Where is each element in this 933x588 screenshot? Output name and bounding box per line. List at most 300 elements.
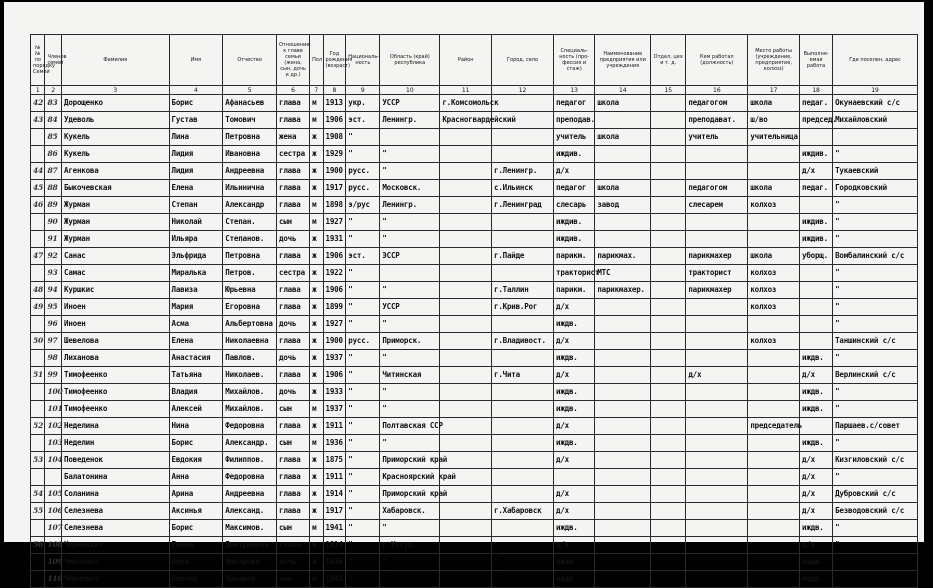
cell-org (595, 214, 651, 231)
cell-spec: иждв. (554, 435, 595, 452)
cell-job_now: иждв. (800, 384, 833, 401)
cell-org (595, 350, 651, 367)
cell-surname: Иноен (62, 316, 170, 333)
cell-dept (651, 95, 686, 112)
cell-city: г.Таллин (492, 282, 554, 299)
cell-fam (31, 554, 45, 571)
cell-nat: " (346, 129, 380, 146)
cell-place_now (748, 163, 800, 180)
cell-city: г.Крив.Рог (492, 299, 554, 316)
cell-surname: Лиханова (62, 350, 170, 367)
cell-sex: ж (310, 486, 323, 503)
cell-sex: ж (310, 367, 323, 384)
cell-city: " (492, 571, 554, 588)
cell-year: 1906 (323, 112, 346, 129)
column-header-19: Где поселен, адрес (833, 35, 918, 86)
cell-job_now: уборщ. (800, 248, 833, 265)
cell-district (440, 486, 492, 503)
cell-patronymic: Андреевна (223, 163, 277, 180)
column-header-10: Область (край) республика (380, 35, 440, 86)
cell-fam: 42 (31, 95, 45, 112)
cell-mem: 88 (45, 180, 62, 197)
column-header-6: Отношение к главе семьи (жена, сын, дочь и др.) (277, 35, 310, 86)
cell-sex: ж (310, 316, 323, 333)
cell-position (686, 469, 748, 486)
column-number-12: 12 (492, 86, 554, 95)
cell-job_now (800, 129, 833, 146)
cell-patronymic: Петров. (223, 265, 277, 282)
cell-dept (651, 537, 686, 554)
column-number-18: 18 (800, 86, 833, 95)
cell-year: 1917 (323, 180, 346, 197)
cell-position (686, 384, 748, 401)
cell-region: " (380, 401, 440, 418)
cell-position (686, 435, 748, 452)
evacuee-register-table (30, 34, 918, 588)
cell-name: Борис (169, 95, 223, 112)
cell-relation: глава (277, 112, 310, 129)
column-header-3: Фамилия (62, 35, 170, 86)
cell-nat: " (346, 520, 380, 537)
cell-relation: глава (277, 486, 310, 503)
cell-position: учитель (686, 129, 748, 146)
cell-mem: 99 (45, 367, 62, 384)
cell-org (595, 367, 651, 384)
cell-year: 1908 (323, 129, 346, 146)
cell-patronymic: Альбертовна (223, 316, 277, 333)
table-row (31, 197, 918, 214)
cell-name: Леонид (169, 571, 223, 588)
cell-job_now: иждв. (800, 401, 833, 418)
cell-spec: парикм. (554, 282, 595, 299)
cell-name: Мария (169, 299, 223, 316)
cell-place_now: колхоз (748, 197, 800, 214)
cell-sex: м (310, 112, 323, 129)
cell-job_now (800, 316, 833, 333)
cell-name: Лидия (169, 146, 223, 163)
cell-region: " (380, 571, 440, 588)
cell-mem: 97 (45, 333, 62, 350)
cell-relation: дочь (277, 554, 310, 571)
column-number-11: 11 (440, 86, 492, 95)
cell-relation: глава (277, 503, 310, 520)
cell-place_now (748, 384, 800, 401)
cell-district (440, 180, 492, 197)
cell-sex: ж (310, 384, 323, 401)
cell-place_now (748, 486, 800, 503)
cell-patronymic: Максимов. (223, 520, 277, 537)
cell-mem: 101 (45, 401, 62, 418)
cell-org: завод (595, 197, 651, 214)
cell-fam (31, 146, 45, 163)
cell-spec: д/х (554, 486, 595, 503)
cell-surname: Быкочевская (62, 180, 170, 197)
cell-mem: 85 (45, 129, 62, 146)
cell-surname: Самас (62, 265, 170, 282)
cell-sex: ж (310, 265, 323, 282)
cell-spec: педагог (554, 95, 595, 112)
cell-year: 1906 (323, 282, 346, 299)
cell-nat: э/рус (346, 197, 380, 214)
cell-fam: 44 (31, 163, 45, 180)
cell-job_now: иждив. (800, 231, 833, 248)
cell-org: школа (595, 95, 651, 112)
cell-mem: 98 (45, 350, 62, 367)
cell-city (492, 231, 554, 248)
cell-district (440, 452, 492, 469)
cell-fam (31, 265, 45, 282)
cell-district (440, 333, 492, 350)
cell-dept (651, 197, 686, 214)
cell-year: 1900 (323, 163, 346, 180)
cell-mem: 103 (45, 435, 62, 452)
cell-city: с.Ильинск (492, 180, 554, 197)
cell-org (595, 299, 651, 316)
cell-mem: 109 (45, 554, 62, 571)
cell-sex: ж (310, 146, 323, 163)
cell-city: г.Ленингр. (492, 163, 554, 180)
cell-relation: дочь (277, 231, 310, 248)
cell-position (686, 299, 748, 316)
cell-surname: Журман (62, 197, 170, 214)
cell-city (492, 316, 554, 333)
column-number-16: 16 (686, 86, 748, 95)
cell-job_now: иждв. (800, 520, 833, 537)
cell-job_now: д/х (800, 537, 833, 554)
cell-dept (651, 367, 686, 384)
cell-address: Вомбалинский с/с (833, 248, 918, 265)
table-row (31, 350, 918, 367)
table-row (31, 503, 918, 520)
cell-region: " (380, 316, 440, 333)
cell-sex: м (310, 571, 323, 588)
cell-patronymic: Федоровна (223, 469, 277, 486)
cell-place_now (748, 214, 800, 231)
cell-mem: 106 (45, 503, 62, 520)
cell-job_now: иждив. (800, 146, 833, 163)
cell-sex: ж (310, 452, 323, 469)
cell-address: Безводовский с/с (833, 503, 918, 520)
cell-year: 1937 (323, 401, 346, 418)
cell-patronymic: Александ. (223, 503, 277, 520)
cell-spec: иждв. (554, 316, 595, 333)
cell-year: 1906 (323, 367, 346, 384)
cell-surname: Тимофеенко (62, 384, 170, 401)
cell-spec: учитель (554, 129, 595, 146)
cell-place_now: школа (748, 248, 800, 265)
cell-address: " (833, 231, 918, 248)
cell-dept (651, 265, 686, 282)
cell-position: педагогом (686, 180, 748, 197)
cell-city: " (492, 554, 554, 571)
cell-relation: сын (277, 520, 310, 537)
cell-patronymic: Александр (223, 197, 277, 214)
table-row (31, 163, 918, 180)
cell-surname: Черневич (62, 554, 170, 571)
column-header-2: Членов семей (45, 35, 62, 86)
cell-job_now: педаг. (800, 95, 833, 112)
cell-job_now (800, 282, 833, 299)
cell-district (440, 537, 492, 554)
cell-position (686, 418, 748, 435)
cell-district (440, 129, 492, 146)
cell-name: Нина (169, 418, 223, 435)
cell-name: Елена (169, 537, 223, 554)
cell-dept (651, 571, 686, 588)
cell-nat: " (346, 282, 380, 299)
cell-city (492, 486, 554, 503)
cell-nat: " (346, 537, 380, 554)
table-row (31, 554, 918, 571)
cell-mem: 100 (45, 384, 62, 401)
table-row (31, 452, 918, 469)
cell-patronymic: Ильинична (223, 180, 277, 197)
cell-dept (651, 418, 686, 435)
cell-city: г.Пайде (492, 248, 554, 265)
cell-mem (45, 469, 62, 486)
cell-fam: 53 (31, 452, 45, 469)
cell-address: " (833, 554, 918, 571)
cell-surname: Тимофеенко (62, 401, 170, 418)
cell-surname: Агенкова (62, 163, 170, 180)
cell-city: г.Чита (492, 367, 554, 384)
cell-name: Асма (169, 316, 223, 333)
cell-dept (651, 384, 686, 401)
cell-name: Эльфрида (169, 248, 223, 265)
cell-surname: Куршкис (62, 282, 170, 299)
cell-patronymic: Дмитриевна (223, 537, 277, 554)
cell-relation: глава (277, 180, 310, 197)
cell-nat: " (346, 452, 380, 469)
cell-patronymic: Павлов. (223, 350, 277, 367)
cell-sex: ж (310, 129, 323, 146)
cell-job_now: д/х (800, 469, 833, 486)
cell-mem: 105 (45, 486, 62, 503)
cell-sex: ж (310, 503, 323, 520)
cell-position: слесарем (686, 197, 748, 214)
column-header-18: Выполня- емая работа (800, 35, 833, 86)
cell-address: " (833, 384, 918, 401)
column-number-1: 1 (31, 86, 45, 95)
cell-district (440, 350, 492, 367)
cell-nat: " (346, 503, 380, 520)
table-row (31, 265, 918, 282)
column-number-14: 14 (595, 86, 651, 95)
cell-spec: иждив. (554, 214, 595, 231)
table-row (31, 486, 918, 503)
column-number-6: 6 (277, 86, 310, 95)
cell-fam: 45 (31, 180, 45, 197)
cell-region: Ленингр. (380, 197, 440, 214)
cell-spec: д/х (554, 418, 595, 435)
cell-district: г.Комсомольск (440, 95, 492, 112)
column-header-4: Имя (169, 35, 223, 86)
cell-year: 1936 (323, 435, 346, 452)
cell-spec: тракторист (554, 265, 595, 282)
cell-patronymic: Андреевна (223, 486, 277, 503)
cell-spec: иждв. (554, 350, 595, 367)
cell-mem: 86 (45, 146, 62, 163)
cell-place_now (748, 520, 800, 537)
cell-year: 1931 (323, 231, 346, 248)
cell-place_now (748, 367, 800, 384)
cell-job_now: д/х (800, 163, 833, 180)
cell-year: 1911 (323, 469, 346, 486)
cell-relation: глава (277, 452, 310, 469)
cell-patronymic: Ивановна (223, 146, 277, 163)
cell-year: 1899 (323, 299, 346, 316)
table-row (31, 401, 918, 418)
cell-fam: 56 (31, 537, 45, 554)
column-header-17: Место работы (учреждение, предприятие, колхоз) (748, 35, 800, 86)
cell-nat: русс. (346, 163, 380, 180)
cell-nat: эст. (346, 112, 380, 129)
cell-district (440, 554, 492, 571)
cell-address: " (833, 520, 918, 537)
cell-region: " (380, 520, 440, 537)
cell-sex: ж (310, 231, 323, 248)
cell-nat: " (346, 265, 380, 282)
cell-city (492, 418, 554, 435)
cell-city (492, 214, 554, 231)
cell-surname: Балатонина (62, 469, 170, 486)
column-header-15: Отдел, цех и т. д. (651, 35, 686, 86)
cell-org: МТС (595, 265, 651, 282)
cell-org (595, 571, 651, 588)
cell-sex: ж (310, 180, 323, 197)
cell-spec: иждв. (554, 520, 595, 537)
cell-fam (31, 384, 45, 401)
cell-address: " (833, 299, 918, 316)
cell-patronymic: Николаев. (223, 367, 277, 384)
cell-spec: иждв (554, 554, 595, 571)
cell-relation: глава (277, 418, 310, 435)
cell-org: парикмах. (595, 248, 651, 265)
column-number-4: 4 (169, 86, 223, 95)
cell-region: " (380, 146, 440, 163)
cell-patronymic: Степан. (223, 214, 277, 231)
cell-place_now (748, 316, 800, 333)
cell-region: Ленингр. (380, 112, 440, 129)
table-row (31, 146, 918, 163)
cell-nat: " (346, 571, 380, 588)
column-number-2: 2 (45, 86, 62, 95)
cell-spec: иждв. (554, 401, 595, 418)
cell-address: " (833, 571, 918, 588)
cell-year: 1911 (323, 418, 346, 435)
cell-mem: 107 (45, 520, 62, 537)
cell-dept (651, 486, 686, 503)
cell-region: ЭССР (380, 248, 440, 265)
cell-name: Владия (169, 384, 223, 401)
cell-position (686, 146, 748, 163)
cell-job_now (800, 299, 833, 316)
cell-year: 1922 (323, 265, 346, 282)
cell-surname: Кукель (62, 129, 170, 146)
column-number-7: 7 (310, 86, 323, 95)
cell-surname: Чернецкич (62, 537, 170, 554)
cell-spec: слесарь (554, 197, 595, 214)
cell-org (595, 520, 651, 537)
cell-surname: Селезнева (62, 520, 170, 537)
cell-place_now: председатель (748, 418, 800, 435)
cell-spec (554, 469, 595, 486)
cell-region: " (380, 435, 440, 452)
cell-dept (651, 435, 686, 452)
cell-district (440, 248, 492, 265)
cell-patronymic: Николаевна (223, 333, 277, 350)
cell-mem: 94 (45, 282, 62, 299)
cell-nat: русс. (346, 333, 380, 350)
cell-address: Тукаевский (833, 163, 918, 180)
cell-fam (31, 435, 45, 452)
column-header-row (31, 35, 918, 86)
table-row (31, 231, 918, 248)
cell-district (440, 231, 492, 248)
cell-year: 1927 (323, 214, 346, 231)
cell-region: Приморский край (380, 486, 440, 503)
cell-address: " (833, 350, 918, 367)
cell-fam: 50 (31, 333, 45, 350)
cell-spec: д/х (554, 333, 595, 350)
cell-spec: иждив. (554, 146, 595, 163)
cell-year: 1936 (323, 554, 346, 571)
cell-sex: м (310, 435, 323, 452)
cell-sex: м (310, 197, 323, 214)
cell-org (595, 418, 651, 435)
table-row (31, 282, 918, 299)
cell-relation: глава (277, 248, 310, 265)
cell-relation: глава (277, 333, 310, 350)
cell-job_now: иждв. (800, 554, 833, 571)
cell-city: г.Владивост. (492, 333, 554, 350)
cell-address: " (833, 146, 918, 163)
cell-sex: м (310, 520, 323, 537)
cell-sex: ж (310, 537, 323, 554)
cell-spec: иждв. (554, 384, 595, 401)
cell-year: 1917 (323, 503, 346, 520)
table-row (31, 435, 918, 452)
table-row (31, 316, 918, 333)
cell-fam: 49 (31, 299, 45, 316)
cell-region (380, 265, 440, 282)
cell-region: Читинская (380, 367, 440, 384)
column-number-row (31, 86, 918, 95)
cell-dept (651, 112, 686, 129)
cell-address: " (833, 469, 918, 486)
cell-mem: 110 (45, 571, 62, 588)
cell-address: " (833, 316, 918, 333)
table-row (31, 180, 918, 197)
cell-address: Кизгиловский с/с (833, 452, 918, 469)
cell-dept (651, 520, 686, 537)
cell-fam: 52 (31, 418, 45, 435)
cell-surname: Журман (62, 214, 170, 231)
cell-region: " (380, 350, 440, 367)
cell-address: Городковский (833, 180, 918, 197)
cell-position (686, 554, 748, 571)
cell-mem: 102 (45, 418, 62, 435)
cell-name: Елена (169, 333, 223, 350)
cell-address: Окунаевский с/с (833, 95, 918, 112)
cell-relation: сын (277, 401, 310, 418)
cell-district (440, 163, 492, 180)
cell-patronymic: Афанасьев (223, 95, 277, 112)
cell-nat: укр. (346, 95, 380, 112)
cell-address: " (833, 214, 918, 231)
cell-nat: " (346, 146, 380, 163)
cell-region: " (380, 282, 440, 299)
